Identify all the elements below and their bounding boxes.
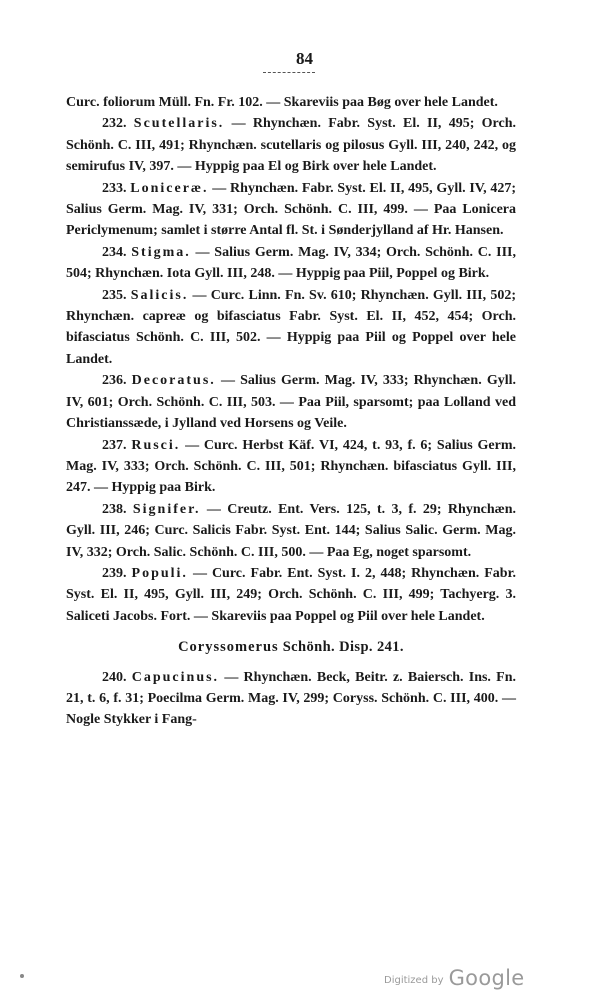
entry-number: 238. xyxy=(102,501,127,517)
species-name: Populi. xyxy=(131,565,188,581)
entry-238 xyxy=(66,499,516,563)
entry-237 xyxy=(66,435,516,499)
text-body xyxy=(66,92,516,731)
entry-text: — Creutz. Ent. Vers. 125, t. 3, f. 29; Rhynchæn. Gyll. III, 246; Curc. Salicis Fabr. Syst. Ent. 144; Salius Salic. Germ. Mag. IV, 332; Orch. Salic. Schönh. C. III, 500. — Paa Eg, noget sparsomt. xyxy=(66,501,517,560)
entry-number: 240. xyxy=(102,669,127,685)
page-number: 84 xyxy=(296,49,313,68)
entry-continuation xyxy=(66,92,516,113)
scan-speck xyxy=(20,974,24,978)
entry-number: 236. xyxy=(102,373,127,389)
genus-heading xyxy=(66,637,516,658)
entry-232 xyxy=(66,113,516,177)
species-name: Signifer. xyxy=(132,501,201,517)
entry-number: 235. xyxy=(102,287,127,303)
entry-240 xyxy=(66,667,516,731)
genus-citation: Schönh. Disp. 241. xyxy=(282,639,404,656)
entry-text: Curc. foliorum Müll. Fn. Fr. 102. — Skareviis paa Bøg over hele Landet. xyxy=(66,95,498,110)
entry-number: 237. xyxy=(102,437,127,453)
entry-number: 233. xyxy=(102,180,127,196)
species-name: Capucinus. xyxy=(131,669,220,685)
digitized-watermark xyxy=(384,966,524,990)
entry-number: 239. xyxy=(102,565,127,581)
entry-234 xyxy=(66,242,516,285)
page-number-rule xyxy=(263,72,315,73)
google-logo: Google xyxy=(448,966,525,990)
entry-number: 232. xyxy=(102,116,127,132)
entry-text: — Rhynchæn. Beck, Beitr. z. Baiersch. Ins. Fn. 21, t. 6, f. 31; Poecilma Germ. Mag. IV, 299; Coryss. Schönh. C. III, 400. — Nogle Stykker i Fang- xyxy=(66,669,517,728)
entry-235 xyxy=(66,285,516,371)
entry-text: — Rhynchæn. Fabr. Syst. El. II, 495, Gyll. IV, 427; Salius Germ. Mag. IV, 331; Orch. Schönh. C. III, 499. — Paa Lonicera Periclymenum; samlet i større Antal fl. St. i Sønderjylland af Hr. Hansen. xyxy=(66,180,517,239)
species-name: Rusci. xyxy=(131,437,181,453)
entry-text: — Rhynchæn. Fabr. Syst. El. II, 495; Orch. Schönh. C. III, 491; Rhynchæn. scutellaris og pilosus Gyll. III, 240, 242, og semirufus IV, 397. — Hyppig paa El og Birk over hele Landet. xyxy=(66,116,517,175)
digitized-label: Digitized by xyxy=(384,975,444,986)
species-name: Salicis. xyxy=(130,287,189,303)
entry-text: — Salius Germ. Mag. IV, 333; Rhynchæn. Gyll. IV, 601; Orch. Schönh. C. III, 503. — Paa Piil, sparsomt; paa Lolland ved Christianssæde, i Jylland ved Horsens og Veile. xyxy=(66,373,517,432)
entry-236 xyxy=(66,370,516,434)
species-name: Stigma. xyxy=(131,244,191,260)
entry-number: 234. xyxy=(102,244,127,260)
entry-text: — Salius Germ. Mag. IV, 334; Orch. Schönh. C. III, 504; Rhynchæn. Iota Gyll. III, 248. — Hyppig paa Piil, Poppel og Birk. xyxy=(66,244,516,282)
entry-233 xyxy=(66,178,516,242)
entry-text: — Curc. Herbst Käf. VI, 424, t. 93, f. 6; Salius Germ. Mag. IV, 333; Orch. Schönh. C. III, 501; Rhynchæn. bifasciatus Gyll. III, 247. — Hyppig paa Birk. xyxy=(66,437,517,496)
genus-name: Coryssomerus xyxy=(178,639,279,656)
entry-text: — Curc. Fabr. Ent. Syst. I. 2, 448; Rhynchæn. Fabr. Syst. El. II, 495, Gyll. III, 249; Orch. Schönh. C. III, 499; Tachyerg. 3. Saliceti Jacobs. Fort. — Skareviis paa Poppel og Piil over hele Landet. xyxy=(66,565,517,624)
entry-239 xyxy=(66,563,516,627)
entry-text: — Curc. Linn. Fn. Sv. 610; Rhynchæn. Gyll. III, 502; Rhynchæn. capreæ og bifasciatus Fabr. Syst. El. II, 452, 454; Orch. bifasciatus Schönh. C. III, 502. — Hyppig paa Piil og Poppel over hele Landet. xyxy=(66,287,516,367)
species-name: Scutellaris. xyxy=(133,116,225,132)
species-name: Loniceræ. xyxy=(130,180,209,196)
species-name: Decoratus. xyxy=(131,373,216,389)
